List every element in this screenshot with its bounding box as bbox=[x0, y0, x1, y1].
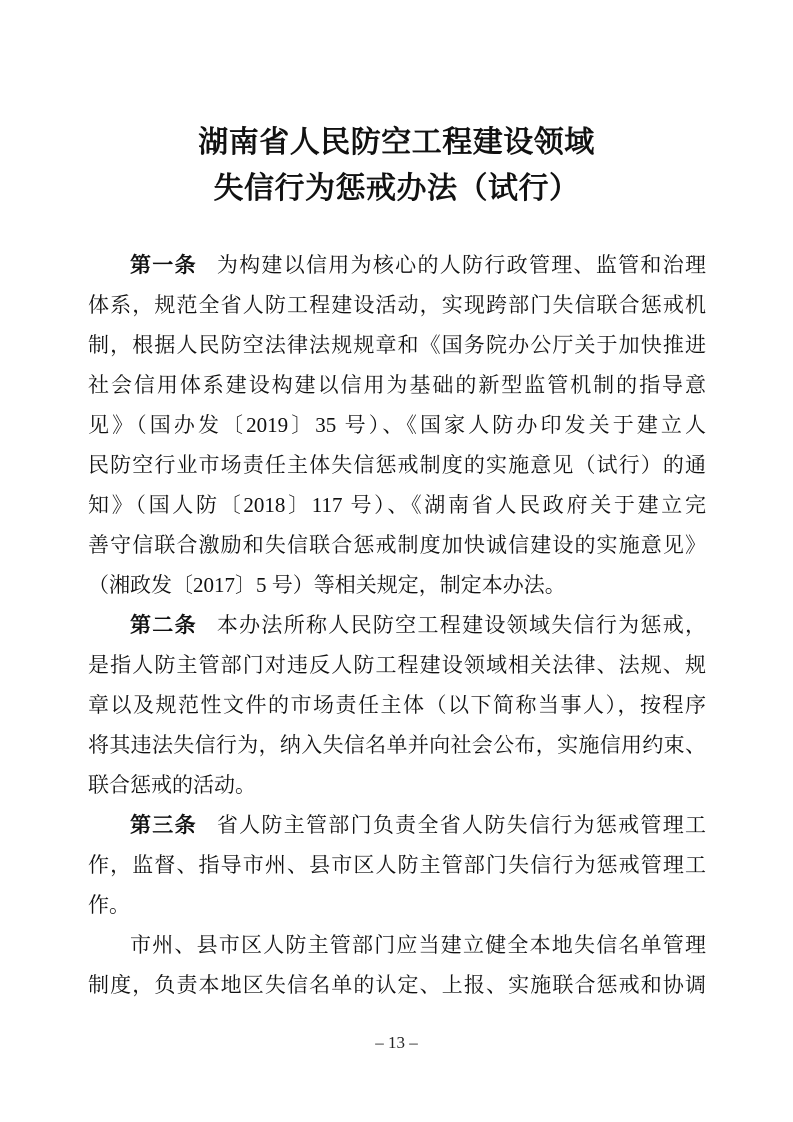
article-number: 第二条 bbox=[130, 613, 197, 637]
text-line: 作。 bbox=[88, 893, 130, 917]
page-title bbox=[0, 120, 793, 212]
article-2-paragraph bbox=[88, 605, 706, 805]
title-line-2: 失信行为惩戒办法（试行） bbox=[213, 172, 580, 205]
text-segment: 为构建以信用为核心的人防行政管理、监管和治理 bbox=[216, 253, 707, 277]
article-number: 第三条 bbox=[130, 813, 197, 837]
text-line: 体系，规范全省人防工程建设活动，实现跨部门失信联合惩戒机 bbox=[88, 293, 706, 317]
text-line: 民防空行业市场责任主体失信惩戒制度的实施意见（试行）的通 bbox=[88, 453, 706, 477]
article-3-paragraph bbox=[88, 805, 706, 925]
title-line-1: 湖南省人民防空工程建设领域 bbox=[198, 126, 595, 159]
document-body bbox=[88, 245, 706, 1005]
text-line: 制度，负责本地区失信名单的认定、上报、实施联合惩戒和协调 bbox=[88, 973, 706, 997]
paragraph-4 bbox=[88, 925, 706, 1005]
text-line: 善守信联合激励和失信联合惩戒制度加快诚信建设的实施意见》 bbox=[88, 533, 706, 557]
text-line bbox=[88, 805, 706, 845]
text-line: 联合惩戒的活动。 bbox=[88, 773, 256, 797]
text-segment: 省人防主管部门负责全省人防失信行为惩戒管理工 bbox=[216, 813, 707, 837]
text-line bbox=[88, 605, 706, 645]
text-line: 制，根据人民防空法律法规规章和《国务院办公厅关于加快推进 bbox=[88, 333, 706, 357]
text-line bbox=[88, 245, 706, 285]
article-1-paragraph bbox=[88, 245, 706, 605]
text-line: 将其违法失信行为，纳入失信名单并向社会公布，实施信用约束、 bbox=[88, 733, 706, 757]
article-number: 第一条 bbox=[130, 253, 197, 277]
text-line: 见》（国办发〔2019〕35 号）、《国家人防办印发关于建立人 bbox=[88, 413, 706, 437]
page-number: – 13 – bbox=[375, 1033, 418, 1052]
text-line: 市州、县市区人防主管部门应当建立健全本地失信名单管理 bbox=[130, 933, 706, 957]
text-line: 知》（国人防〔2018〕117 号）、《湖南省人民政府关于建立完 bbox=[88, 493, 706, 517]
text-line: （湘政发〔2017〕5 号）等相关规定，制定本办法。 bbox=[88, 573, 566, 597]
text-segment: 本办法所称人民防空工程建设领域失信行为惩戒， bbox=[216, 613, 707, 637]
text-line: 是指人防主管部门对违反人防工程建设领域相关法律、法规、规 bbox=[88, 653, 706, 677]
text-line: 章以及规范性文件的市场责任主体（以下简称当事人），按程序 bbox=[88, 693, 706, 717]
text-line: 作，监督、指导市州、县市区人防主管部门失信行为惩戒管理工 bbox=[88, 853, 706, 877]
text-line: 社会信用体系建设构建以信用为基础的新型监管机制的指导意 bbox=[88, 373, 706, 397]
